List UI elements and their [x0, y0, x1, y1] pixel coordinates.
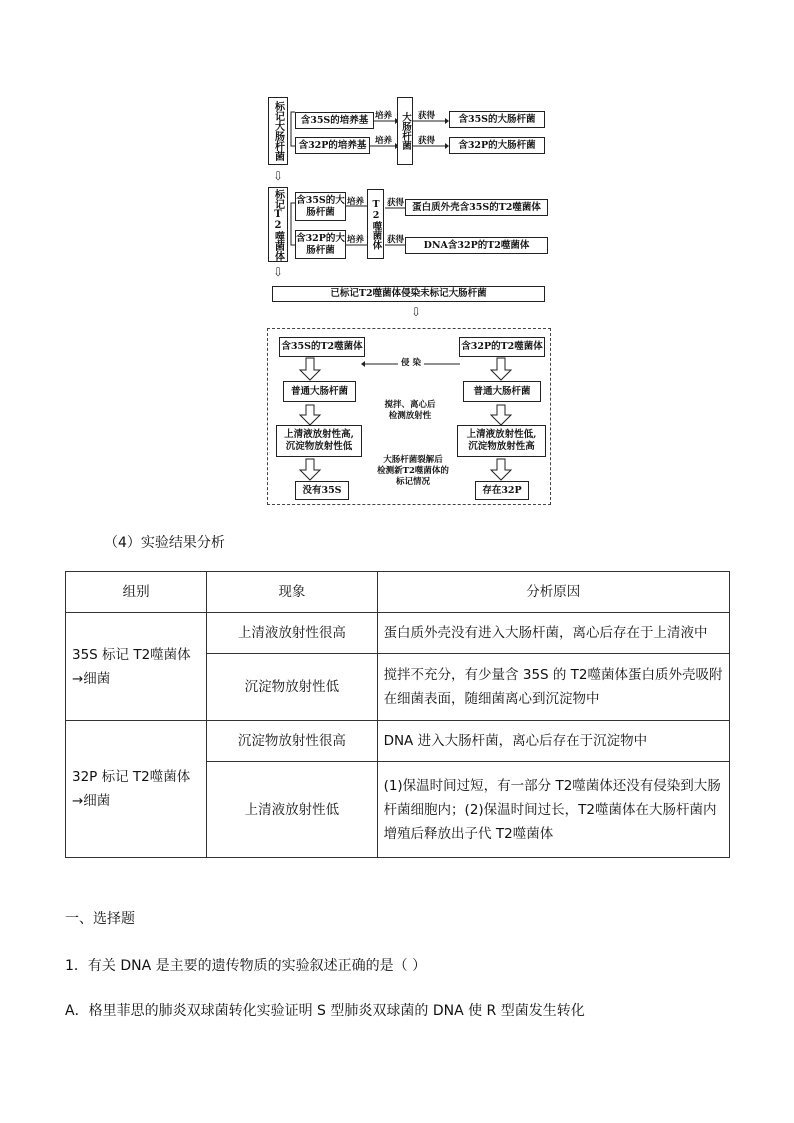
culture-label-4: 培养 — [347, 235, 365, 245]
ecoli-left-text: 普通大肠杆菌 — [290, 385, 348, 397]
phage-p-text: 含32P的T2噬菌体 — [461, 341, 543, 352]
ecoli-box — [397, 97, 413, 165]
infect-label: 侵 染 — [398, 356, 424, 368]
phenomenon-cell: 沉淀物放射性很高 — [207, 721, 377, 762]
phage-p-box — [459, 337, 545, 357]
phenomenon-cell: 沉淀物放射性低 — [207, 654, 377, 721]
header-reason: 分析原因 — [377, 572, 729, 613]
step3-box — [272, 286, 545, 302]
result-s-ecoli-box — [449, 111, 545, 128]
ecoli-left-box — [283, 381, 356, 402]
option-a: A．格里菲思的肺炎双球菌转化实验证明 S 型肺炎双球菌的 DNA 使 R 型菌发生转化 — [65, 1003, 585, 1019]
question-1: 1．有关 DNA 是主要的遗传物质的实验叙述正确的是（ ） — [65, 958, 427, 974]
step2-label-box — [268, 187, 288, 262]
reason-cell: (1)保温时间过短，有一部分 T2噬菌体还没有侵染到大肠杆菌细胞内；(2)保温时间过长，T2噬菌体在大肠杆菌内增殖后释放出子代 T2噬菌体 — [377, 762, 729, 858]
group-s-cell: 35S 标记 T2噬菌体→细菌 — [66, 613, 207, 721]
step3-text: 已标记T2噬菌体侵染未标记大肠杆菌 — [330, 288, 487, 299]
obtain-label-3: 获得 — [387, 198, 405, 208]
medium-p-box — [295, 137, 370, 154]
down-arrow-icon: ⇩ — [411, 305, 422, 319]
phage-s-box — [279, 337, 365, 357]
ecoli-p-box — [295, 230, 346, 259]
reason-cell: DNA 进入大肠杆菌，离心后存在于沉淀物中 — [377, 721, 729, 762]
table-header-row — [66, 572, 730, 613]
left-final-box — [295, 481, 349, 500]
result-table — [65, 571, 730, 858]
right-result-text: 上清液放射性低, 沉淀物放射性高 — [466, 429, 537, 452]
left-result-box — [276, 425, 362, 457]
phage-text: T2噬菌体 — [370, 198, 382, 250]
reason-cell: 蛋白质外壳没有进入大肠杆菌，离心后存在于上清液中 — [377, 613, 729, 654]
ecoli-right-box — [463, 381, 541, 402]
left-final-text: 没有35S — [302, 484, 342, 496]
ecoli-s-text: 含35S的大肠杆菌 — [296, 194, 345, 218]
result-s-phage-box — [405, 199, 548, 216]
header-group: 组别 — [66, 572, 207, 613]
result-s-ecoli-text: 含35S的大肠杆菌 — [458, 113, 536, 125]
header-phenomenon: 现象 — [207, 572, 377, 613]
group-p-cell: 32P 标记 T2噬菌体→细菌 — [66, 721, 207, 858]
ecoli-text: 大肠杆菌 — [400, 112, 411, 150]
obtain-label-2: 获得 — [418, 136, 436, 146]
reason-cell: 搅拌不充分，有少量含 35S 的 T2噬菌体蛋白质外壳吸附在细菌表面，随细菌离心到沉淀物中 — [377, 654, 729, 721]
down-arrow-icon: ⇩ — [273, 169, 284, 183]
ecoli-p-text: 含32P的大肠杆菌 — [296, 232, 345, 256]
step1-label: 标记大肠杆菌 — [272, 101, 284, 161]
medium-s-box — [295, 112, 374, 129]
phage-s-text: 含35S的T2噬菌体 — [281, 341, 363, 352]
table-row — [66, 721, 730, 762]
medium-p-text: 含32P的培养基 — [298, 139, 367, 151]
ecoli-right-text: 普通大肠杆菌 — [473, 385, 531, 397]
obtain-label-4: 获得 — [387, 235, 405, 245]
section-title: 一、选择题 — [65, 911, 135, 927]
stir-label: 搅拌、离心后 检测放射性 — [384, 400, 436, 421]
result-p-phage-text: DNA含32P的T2噬菌体 — [423, 239, 530, 251]
result-p-ecoli-text: 含32P的大肠杆菌 — [458, 139, 536, 151]
result-p-ecoli-box — [449, 137, 545, 154]
right-result-box — [457, 425, 546, 457]
ecoli-s-box — [295, 192, 346, 221]
step1-label-box — [268, 97, 288, 165]
phenomenon-cell: 上清液放射性低 — [207, 762, 377, 858]
medium-s-text: 含35S的培养基 — [300, 114, 369, 126]
phenomenon-cell: 上清液放射性很高 — [207, 613, 377, 654]
left-result-text: 上清液放射性高, 沉淀物放射性低 — [284, 429, 354, 452]
obtain-label-1: 获得 — [418, 111, 436, 121]
step2-label: 标记T2噬菌体 — [272, 188, 284, 261]
table-row — [66, 613, 730, 654]
culture-label-3: 培养 — [347, 197, 365, 207]
result-p-phage-box — [405, 237, 548, 254]
result-s-phage-text: 蛋白质外壳含35S的T2噬菌体 — [412, 201, 541, 213]
right-final-text: 存在32P — [482, 484, 522, 496]
down-arrow-icon: ⇩ — [273, 265, 284, 279]
phage-box — [367, 189, 384, 259]
culture-label-1: 培养 — [375, 111, 393, 121]
lyse-label: 大肠杆菌裂解后 检测新T2噬菌体的 标记情况 — [377, 455, 449, 487]
culture-label-2: 培养 — [375, 136, 393, 146]
section-caption: （4）实验结果分析 — [104, 535, 225, 551]
right-final-box — [475, 481, 529, 500]
